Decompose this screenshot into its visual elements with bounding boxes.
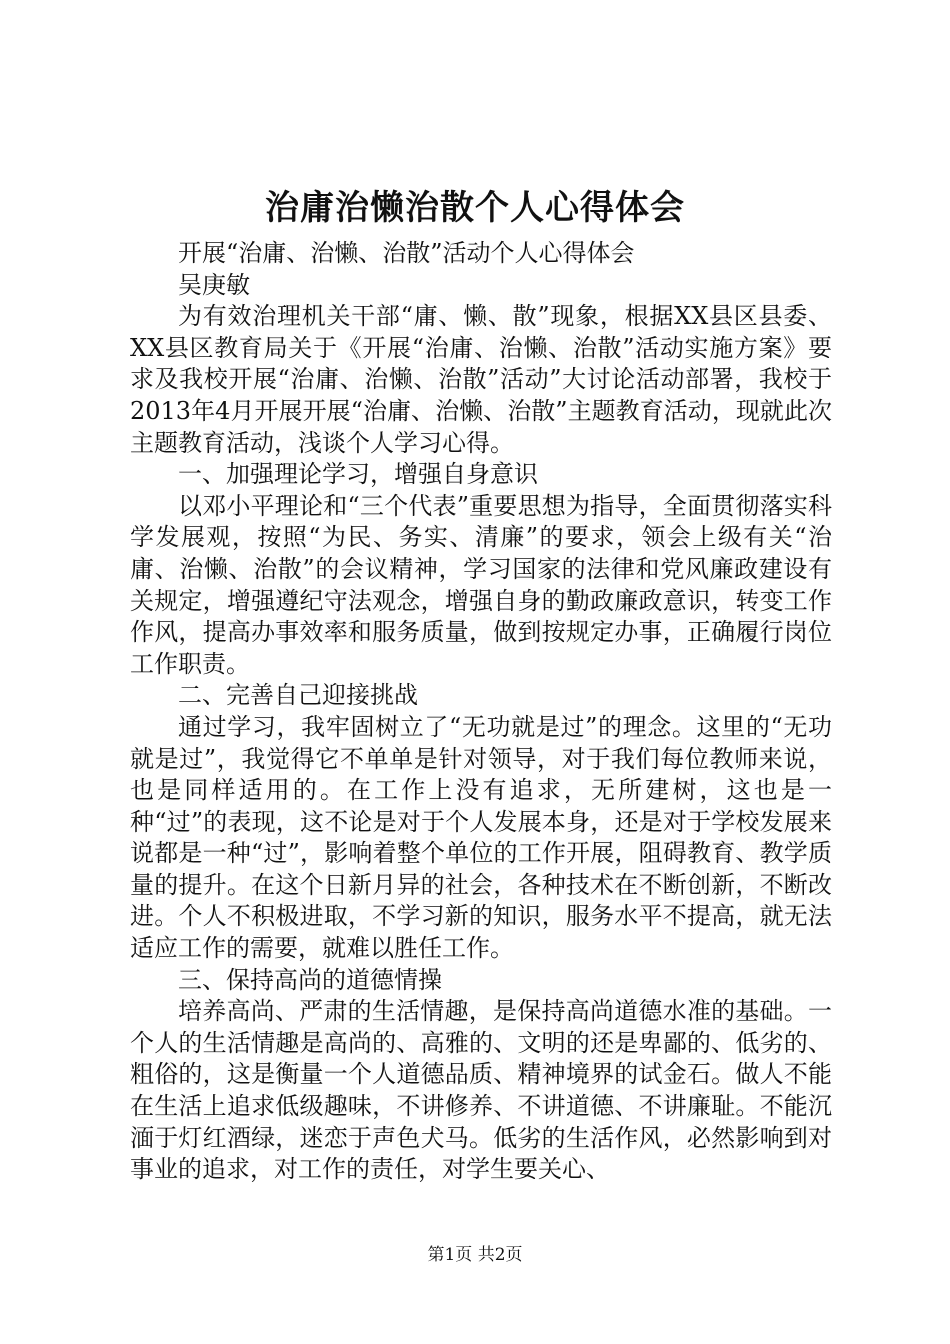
subtitle-paragraph: 开展“治庸、治懒、治散”活动个人心得体会	[178, 239, 635, 267]
section-heading-1: 一、加强理论学习，增强自身意识	[178, 460, 538, 489]
section-2-paragraph: 通过学习，我牢固树立了“无功就是过”的理念。这里的“无功就是过”，我觉得它不单单是针对领导，对于我们每位教师来说，也是同样适用的。在工作上没有追求，无所建树，这也是一种“过”的表现，这不论是对于个人发展本身，还是对于学校发展来说都是一种“过”，影响着整个单位的工作开展，阻碍教育、教学质量的提升。在这个日新月异的社会，各种技术在不断创新，不断改进。个人不积极进取，不学习新的知识，服务水平不提高，就无法适应工作的需要，就难以胜任工作。	[130, 712, 832, 963]
section-1-paragraph: 以邓小平理论和“三个代表”重要思想为指导，全面贯彻落实科学发展观，按照“为民、务实、清廉”的要求，领会上级有关“治庸、治懒、治散”的会议精神，学习国家的法律和党风廉政建设有关规定，增强遵纪守法观念，增强自身的勤政廉政意识，转变工作作风，提高办事效率和服务质量，做到按规定办事，正确履行岗位工作职责。	[130, 491, 832, 678]
section-heading-2: 二、完善自己迎接挑战	[178, 681, 418, 710]
author-name: 吴庚敏	[178, 270, 250, 299]
section-3-paragraph: 培养高尚、严肃的生活情趣，是保持高尚道德水准的基础。一个人的生活情趣是高尚的、高雅的、文明的还是卑鄙的、低劣的、粗俗的，这是衡量一个人道德品质、精神境界的试金石。做人不能在生活上追求低级趣味，不讲修养、不讲道德、不讲廉耻。不能沉湎于灯红酒绿，迷恋于声色犬马。低劣的生活作风，必然影响到对事业的追求，对工作的责任，对学生要关心、	[130, 997, 832, 1184]
document-body	[130, 238, 832, 1186]
page-footer: 第1页 共2页	[427, 1245, 523, 1265]
document-title: 治庸治懒治散个人心得体会	[265, 188, 685, 228]
section-heading-3: 三、保持高尚的道德情操	[178, 965, 442, 994]
intro-paragraph: 为有效治理机关干部“庸、懒、散”现象，根据XX县区县委、XX县区教育局关于《开展“治庸、治懒、治散”活动实施方案》要求及我校开展“治庸、治懒、治散”活动”大讨论活动部署，我校于2013年4月开展开展“治庸、治懒、治散”主题教育活动，现就此次主题教育活动，浅谈个人学习心得。	[130, 302, 832, 457]
